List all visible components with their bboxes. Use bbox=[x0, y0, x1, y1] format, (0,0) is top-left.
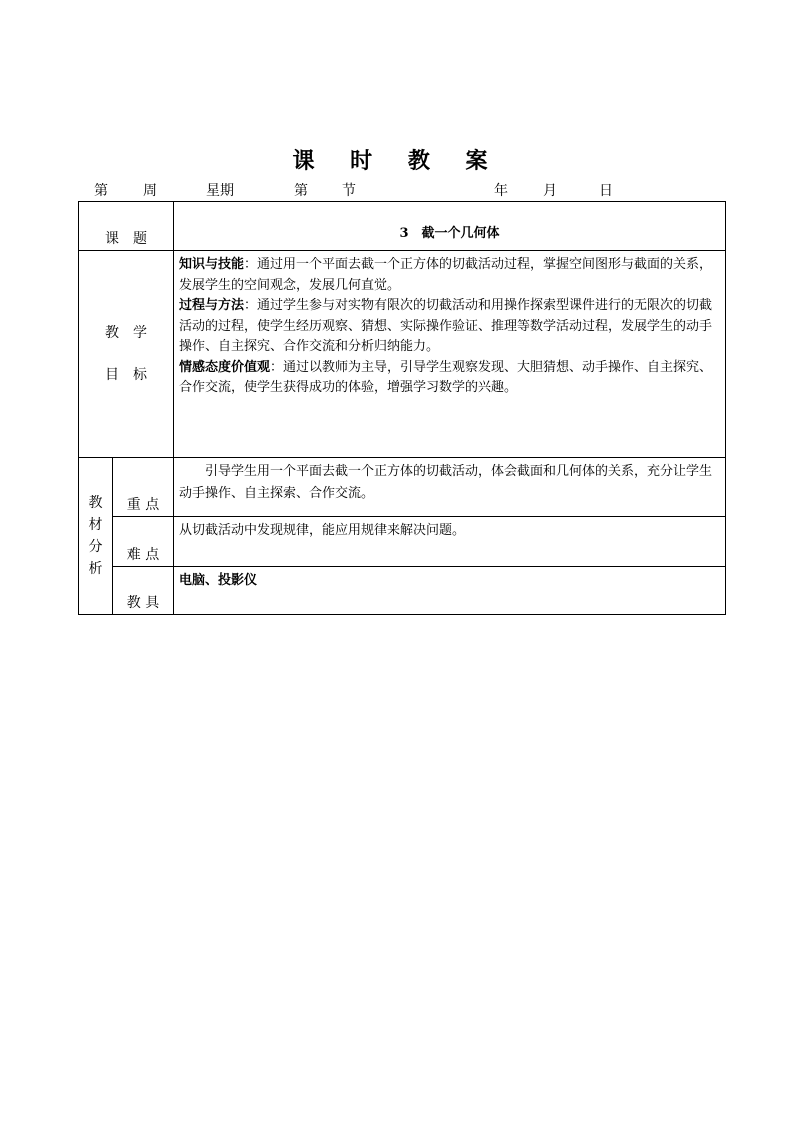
topic-row bbox=[79, 202, 726, 251]
analysis-char-3: 分 bbox=[88, 539, 103, 555]
knowledge-text: ：通过用一个平面去截一个正方体的切截活动过程，掌握空间图形与截面的关系，发展学生的空间观念，发展几何直觉。 bbox=[179, 257, 713, 293]
process-label: 过程与方法 bbox=[179, 298, 245, 313]
difficulty-row bbox=[79, 517, 726, 567]
key-point-label: 重 点 bbox=[113, 458, 174, 517]
tools-row bbox=[79, 567, 726, 615]
analysis-char-2: 材 bbox=[88, 517, 103, 533]
objectives-row bbox=[79, 251, 726, 458]
tools-text: 电脑、投影仪 bbox=[174, 567, 726, 615]
period-suffix: 节 bbox=[342, 183, 356, 199]
page-title: 课 时 教 案 bbox=[292, 148, 502, 174]
day-label: 日 bbox=[599, 183, 613, 199]
difficulty-text: 从切截活动中发现规律，能应用规律来解决问题。 bbox=[174, 517, 726, 567]
objectives-label-line2: 目 标 bbox=[105, 367, 147, 383]
tools-label: 教 具 bbox=[113, 567, 174, 615]
month-label: 月 bbox=[543, 183, 557, 199]
week-suffix: 周 bbox=[143, 183, 157, 199]
year-label: 年 bbox=[494, 183, 508, 199]
objectives-label-line1: 教 学 bbox=[105, 325, 147, 341]
objectives-label bbox=[79, 251, 174, 458]
key-point-text: 引导学生用一个平面去截一个正方体的切截活动，体会截面和几何体的关系，充分让学生动手操作、自主探索、合作交流。 bbox=[174, 458, 726, 517]
emotion-objective bbox=[179, 358, 721, 399]
topic-value: 3 截一个几何体 bbox=[174, 202, 726, 251]
process-text: ：通过学生参与对实物有限次的切截活动和用操作探索型课件进行的无限次的切截活动的过程，使学生经历观察、猜想、实际操作验证、推理等数学活动过程，发展学生的动手操作、自主探究、合作交流和分析归纳能力。 bbox=[179, 298, 713, 354]
process-objective bbox=[179, 296, 721, 358]
emotion-text: ：通过以教师为主导，引导学生观察发现、大胆猜想、动手操作、自主探究、合作交流，使学生获得成功的体验，增强学习数学的兴趣。 bbox=[179, 359, 713, 395]
objectives-content bbox=[174, 251, 726, 458]
knowledge-label: 知识与技能 bbox=[179, 257, 245, 272]
analysis-group-label bbox=[79, 458, 113, 615]
analysis-char-1: 教 bbox=[88, 495, 103, 511]
lesson-plan-table bbox=[78, 201, 726, 615]
key-point-row bbox=[79, 458, 726, 517]
date-header bbox=[0, 180, 794, 200]
week-prefix: 第 bbox=[94, 183, 108, 199]
emotion-label: 情感态度价值观 bbox=[179, 359, 271, 375]
topic-label: 课 题 bbox=[79, 202, 174, 251]
difficulty-label: 难 点 bbox=[113, 517, 174, 567]
knowledge-objective bbox=[179, 255, 721, 296]
analysis-char-4: 析 bbox=[88, 561, 103, 577]
period-prefix: 第 bbox=[294, 183, 308, 199]
weekday-label: 星期 bbox=[206, 183, 234, 199]
